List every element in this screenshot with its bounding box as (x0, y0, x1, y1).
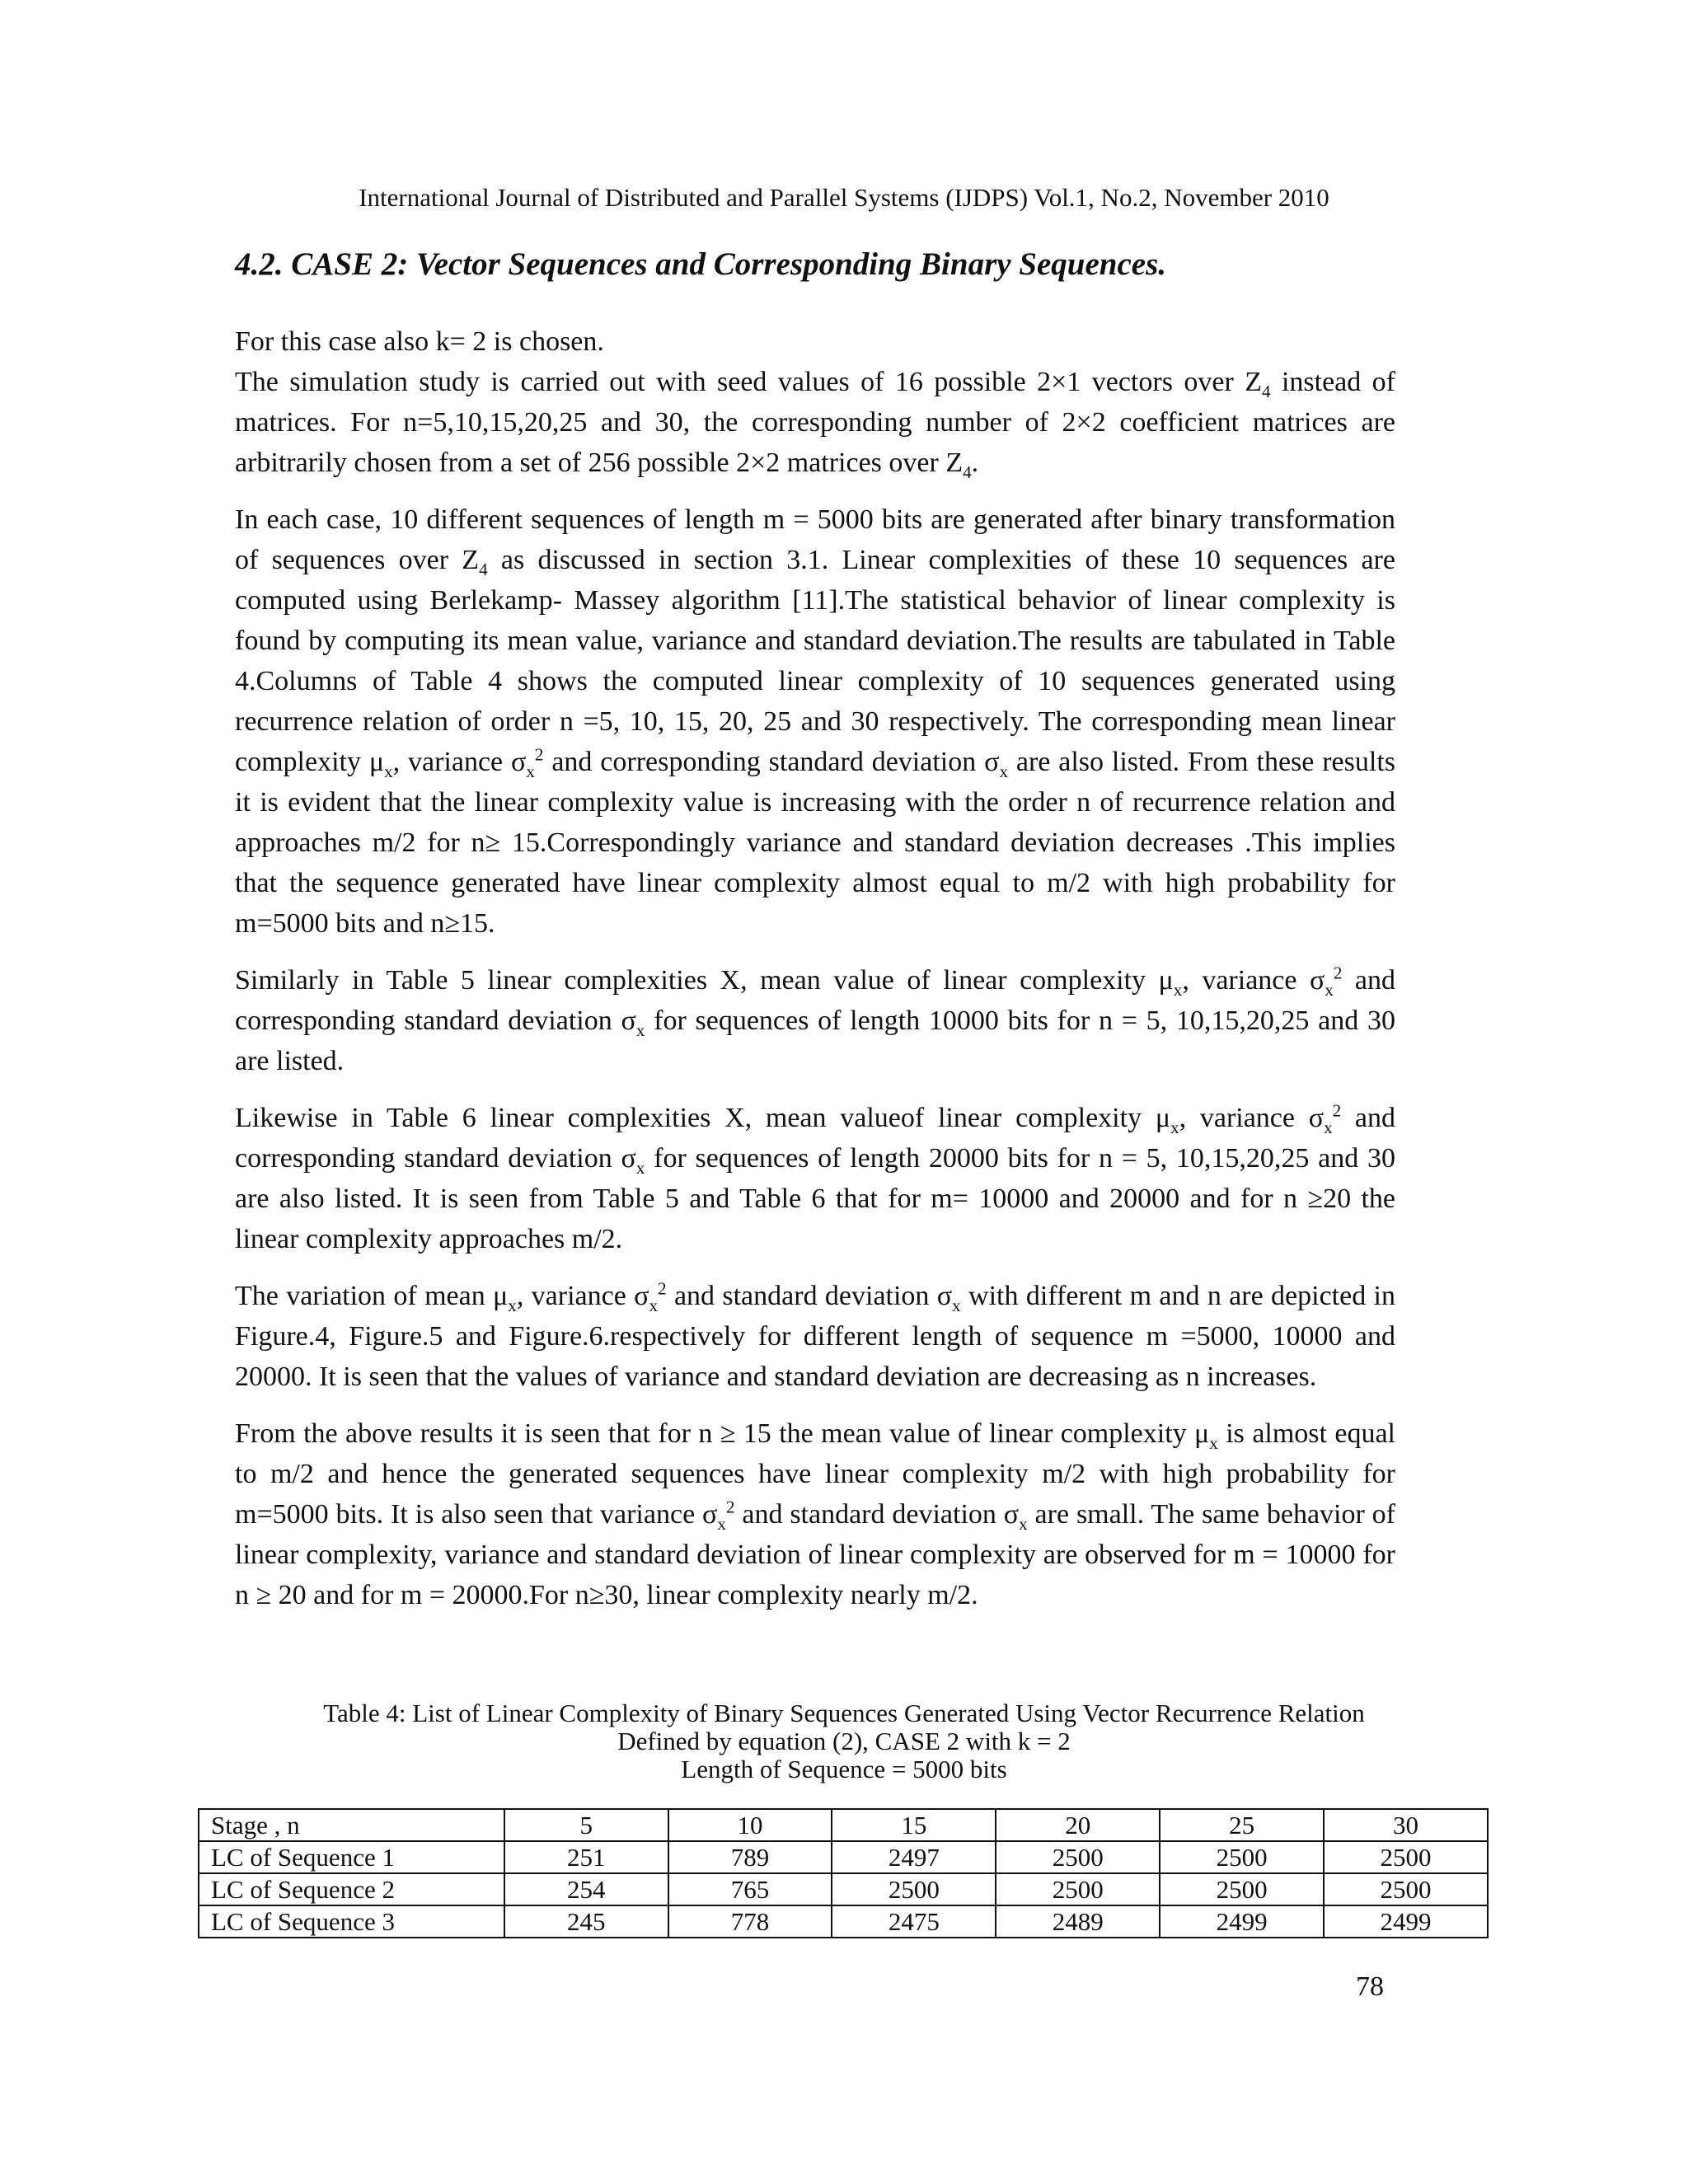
running-header: International Journal of Distributed and Parallel Systems (IJDPS) Vol.1, No.2, November 2010 (359, 183, 1329, 212)
table-header-cell: 20 (996, 1809, 1160, 1841)
paragraph-2: The simulation study is carried out with seed values of 16 possible 2×1 vectors over $Z_4$ instead of matrices. For n=5,10,15,20,25 and 30, the corresponding number of 2×2 coefficient matrices are arbitrarily chosen from a set of 256 possible 2×2 matrices over $Z_4$. (235, 367, 1395, 482)
table-cell: 2500 (832, 1873, 996, 1905)
table-cell: 2500 (1324, 1873, 1488, 1905)
table-header-cell: Stage , n (199, 1809, 504, 1841)
table-cell: 778 (668, 1905, 832, 1938)
table-header-cell: 5 (504, 1809, 668, 1841)
table-caption (0, 1699, 1688, 1783)
table-caption-line-3: Length of Sequence = 5000 bits (681, 1755, 1007, 1783)
table-cell: LC of Sequence 3 (199, 1905, 504, 1938)
table-row (199, 1905, 1488, 1938)
table-header-cell: 30 (1324, 1809, 1488, 1841)
paragraph-6: The variation of mean $\mu_x$, variance $\sigma_x^2$ and standard deviation $\sigma_x$ with different m and n are depicted in Figure.4, Figure.5 and Figure.6.respectively for different length of sequence m =5000, 10000 and 20000. It is seen that the values of variance and standard deviation are decreasing as n increases. (235, 1278, 1395, 1392)
paragraph-3: In each case, 10 different sequences of length m = 5000 bits are generated after binary transformation of sequences over $Z_4$ as discussed in section 3.1. Linear complexities of these 10 sequences are computed using Berlekamp- Massey algorithm [11].The statistical behavior of linear complexity is found by computing its mean value, variance and standard deviation.The results are tabulated in Table 4.Columns of Table 4 shows the computed linear complexity of 10 sequences generated using recurrence relation of order n =5, 10, 15, 20, 25 and 30 respectively. The corresponding mean linear complexity $\mu_x$, variance $\sigma_x^2$ and corresponding standard deviation $\sigma_x$ are also listed. From these results it is evident that the linear complexity value is increasing with the order n of recurrence relation and approaches m/2 for n≥ 15.Correspondingly variance and standard deviation decreases .This implies that the sequence generated have linear complexity almost equal to m/2 with high probability for m=5000 bits and n≥15. (235, 504, 1395, 939)
paragraph-5: Likewise in Table 6 linear complexities X, mean valueof linear complexity $\mu_x$, variance $\sigma_x^2$ and corresponding standard deviation $\sigma_x$ for sequences of length 20000 bits for n = 5, 10,15,20,25 and 30 are also listed. It is seen from Table 5 and Table 6 that for m= 10000 and 20000 and for n ≥20 the linear complexity approaches m/2. (235, 1100, 1396, 1254)
table-cell: 2497 (832, 1841, 996, 1873)
paragraph-7: From the above results it is seen that for n ≥ 15 the mean value of linear complexity $\mu_x$ is almost equal to m/2 and hence the generated sequences have linear complexity m/2 with high probability for m=5000 bits. It is also seen that variance $\sigma_x^2$ and standard deviation $\sigma_x$ are small. The same behavior of linear complexity, variance and standard deviation of linear complexity are observed for m = 10000 for n ≥ 20 and for m = 20000.For n≥30, linear complexity nearly m/2. (235, 1418, 1396, 1610)
table-cell: 2489 (996, 1905, 1160, 1938)
table-header-cell: 10 (668, 1809, 832, 1841)
table-header-cell: 15 (832, 1809, 996, 1841)
table-cell: 2500 (1160, 1841, 1324, 1873)
page-number: 78 (1356, 1971, 1384, 2002)
table-cell: 2475 (832, 1905, 996, 1938)
table-cell: 2500 (996, 1841, 1160, 1873)
table-cell: 245 (504, 1905, 668, 1938)
table-cell: 789 (668, 1841, 832, 1873)
body-text (235, 321, 1395, 1615)
table-cell: 2499 (1160, 1905, 1324, 1938)
table-cell: 765 (668, 1873, 832, 1905)
table-header-row (199, 1809, 1488, 1841)
table-caption-line-1: Table 4: List of Linear Complexity of Binary Sequences Generated Using Vector Recurrence Relation (323, 1699, 1365, 1727)
table-caption-line-2: Defined by equation (2), CASE 2 with k = 2 (617, 1727, 1071, 1755)
table-cell: 254 (504, 1873, 668, 1905)
table-row (199, 1873, 1488, 1905)
paragraph-1: For this case also k= 2 is chosen. (235, 326, 604, 357)
table-cell: 251 (504, 1841, 668, 1873)
table-header-cell: 25 (1160, 1809, 1324, 1841)
section-title: 4.2. CASE 2: Vector Sequences and Corresponding Binary Sequences. (235, 246, 1167, 282)
table-cell: 2500 (1324, 1841, 1488, 1873)
table-cell: 2500 (1160, 1873, 1324, 1905)
table-cell: 2500 (996, 1873, 1160, 1905)
table-cell: LC of Sequence 2 (199, 1873, 504, 1905)
table-cell: 2499 (1324, 1905, 1488, 1938)
paragraph-4: Similarly in Table 5 linear complexities X, mean value of linear complexity $\mu_x$, variance $\sigma_x^2$ and corresponding standard deviation $\sigma_x$ for sequences of length 10000 bits for n = 5, 10,15,20,25 and 30 are listed. (235, 963, 1395, 1076)
table-row (199, 1841, 1488, 1873)
table-cell: LC of Sequence 1 (199, 1841, 504, 1873)
linear-complexity-table (198, 1808, 1489, 1938)
